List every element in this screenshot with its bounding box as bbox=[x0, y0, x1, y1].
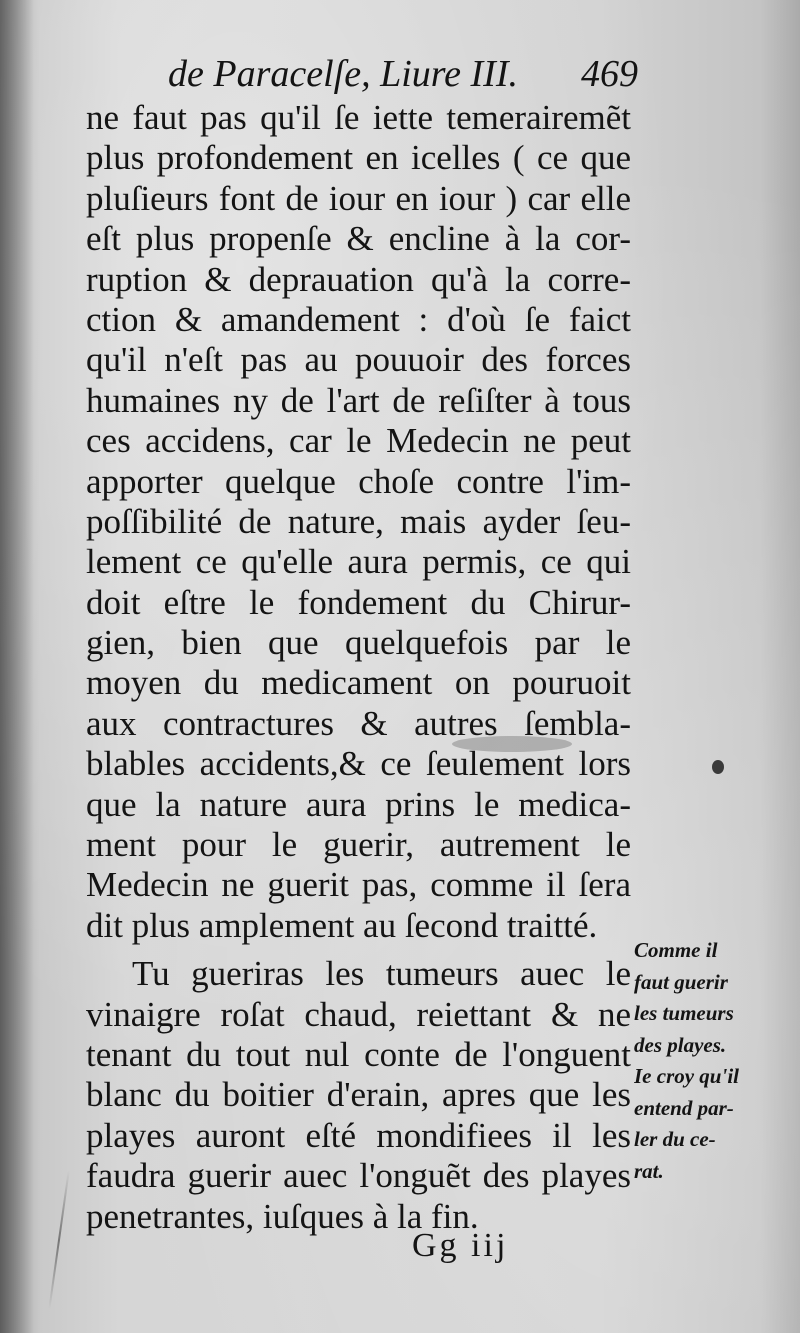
paper-stain bbox=[452, 736, 572, 752]
ink-blot bbox=[712, 760, 724, 774]
page-number: 469 bbox=[581, 53, 638, 95]
text-line: dit plus amplement au ſecond traitté. bbox=[86, 905, 598, 945]
text-line: tenant du tout nul conte de l'onguent bbox=[86, 1034, 631, 1074]
running-head-title: de Paracelſe, Liure III. bbox=[168, 53, 518, 95]
text-line: ruption & deprauation qu'à la corre- bbox=[86, 259, 631, 299]
margin-notes bbox=[634, 935, 764, 1187]
text-line: penetrantes, iuſques à la fin. bbox=[86, 1196, 479, 1236]
text-line: vinaigre roſat chaud, reiettant & ne bbox=[86, 994, 631, 1034]
text-line: humaines ny de l'art de reſiſter à tous bbox=[86, 380, 631, 420]
margin-note-line: entend par- bbox=[634, 1095, 734, 1120]
text-line: blables accidents,& ce ſeulement lors bbox=[86, 744, 631, 784]
margin-note-line: ler du ce- bbox=[634, 1127, 716, 1151]
paragraph-gap bbox=[86, 946, 631, 954]
text-line: eſt plus propenſe & encline à la cor- bbox=[86, 219, 631, 259]
margin-note-line: Comme il bbox=[634, 938, 718, 962]
text-line: aux contractures & autres ſembla- bbox=[86, 703, 631, 743]
text-line: gien, bien que quelquefois par le bbox=[86, 623, 631, 663]
text-line: moyen du medicament on pouruoit bbox=[86, 663, 631, 703]
text-line: ces accidens, car le Medecin ne peut bbox=[86, 421, 631, 461]
text-line: faudra guerir auec l'onguẽt des playes bbox=[86, 1156, 631, 1196]
text-line: plus profondement en icelles ( ce que bbox=[86, 138, 631, 178]
spine-shadow bbox=[0, 0, 34, 1333]
margin-note-line: Ie croy qu'il bbox=[634, 1064, 739, 1088]
text-line: pluſieurs font de iour en iour ) car elle bbox=[86, 178, 631, 218]
text-line: Medecin ne guerit pas, comme il ſera bbox=[86, 865, 631, 905]
text-line: poſſibilité de nature, mais ayder ſeu- bbox=[86, 501, 631, 541]
text-line: ne faut pas qu'il ſe iette temerairemẽt bbox=[86, 98, 631, 137]
text-line: ction & amandement : d'où ſe faict bbox=[86, 299, 631, 339]
text-line: playes auront eſté mondifiees il les bbox=[86, 1115, 631, 1155]
text-line: qu'il n'eſt pas au pouuoir des forces bbox=[86, 340, 631, 380]
text-line: blanc du boitier d'erain, apres que les bbox=[86, 1075, 631, 1115]
text-line: Tu gueriras les tumeurs auec le bbox=[132, 954, 631, 994]
paper-crease bbox=[48, 1171, 69, 1310]
text-line: apporter quelque choſe contre l'im- bbox=[86, 461, 631, 501]
margin-note-line: rat. bbox=[634, 1158, 664, 1183]
signature-mark: Gg iij bbox=[412, 1227, 509, 1264]
text-line: que la nature aura prins le medica- bbox=[86, 784, 631, 824]
running-head bbox=[168, 50, 638, 98]
body-text bbox=[86, 98, 631, 1237]
margin-note-line: des playes. bbox=[634, 1032, 727, 1057]
text-line: ment pour le guerir, autrement le bbox=[86, 825, 631, 865]
margin-note-line: faut guerir bbox=[634, 969, 728, 994]
margin-note-line: les tumeurs bbox=[634, 1001, 734, 1025]
text-line: lement ce qu'elle aura permis, ce qui bbox=[86, 542, 631, 582]
text-line: doit eſtre le fondement du Chirur- bbox=[86, 582, 631, 622]
